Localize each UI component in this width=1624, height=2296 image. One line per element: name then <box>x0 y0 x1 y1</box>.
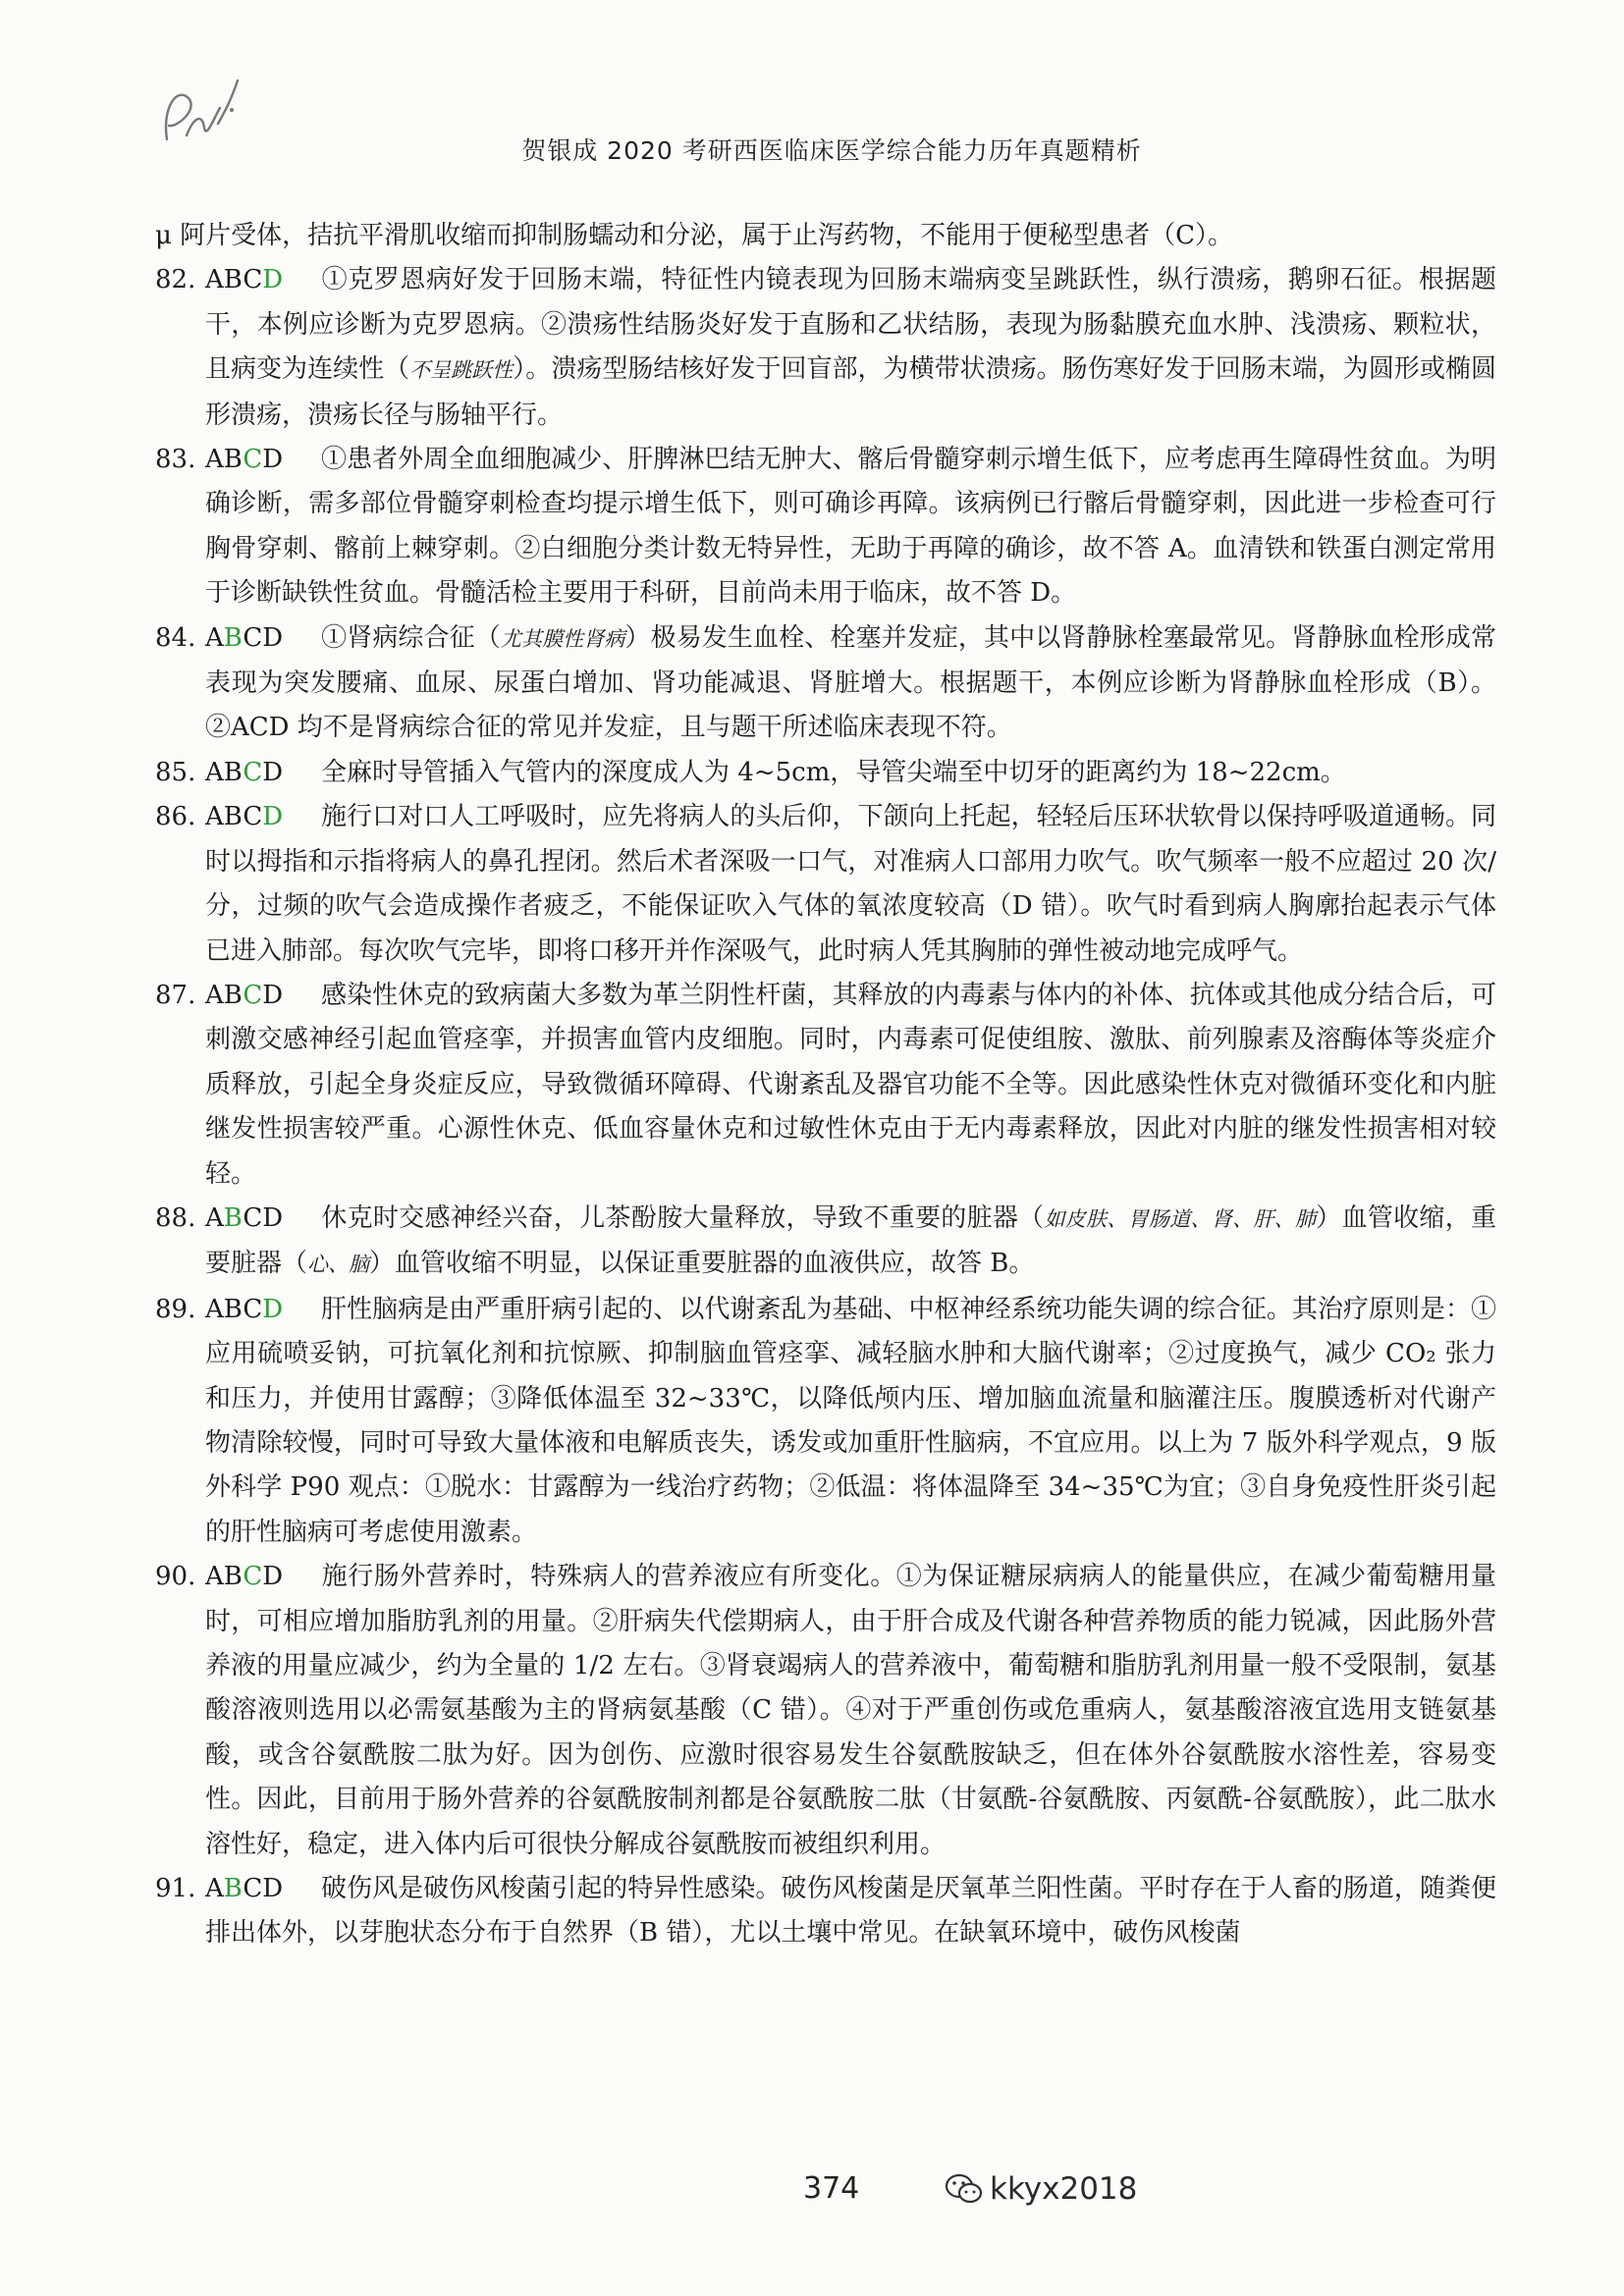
inline-note: 尤其膜性肾病 <box>500 626 625 651</box>
option-letter: C <box>243 802 263 832</box>
option-letter: D <box>262 1202 284 1233</box>
wechat-icon <box>945 2172 984 2206</box>
answer-entry <box>155 751 1496 795</box>
option-letter: A <box>205 622 224 653</box>
option-letter: B <box>223 1562 244 1592</box>
explanation-text: ①患者外周全血细胞减少、肝脾淋巴结无肿大、髂后骨髓穿刺示增生低下，应考虑再生障碍性贫血。为明确诊断，需多部位骨髓穿刺检查均提示增生低下，则可确诊再障。该病例已行髂后骨髓穿刺，因此进一步检查可行胸骨穿刺、髂前上棘穿刺。②白细胞分类计数无特异性，无助于再障的确诊，故不答 A。血清铁和铁蛋白测定常用于诊断缺铁性贫血。骨髓活检主要用于科研，目前尚未用于临床，故不答 D。 <box>205 445 1496 609</box>
answer-list <box>155 258 1496 1955</box>
correct-option: D <box>262 265 284 295</box>
answer-options <box>205 974 321 1018</box>
option-letter: C <box>243 1874 263 1904</box>
answer-entry <box>155 616 1496 751</box>
correct-option: B <box>223 1202 244 1233</box>
question-number: 88. <box>155 1202 196 1233</box>
question-number: 89. <box>155 1294 196 1324</box>
answer-entry <box>155 1867 1496 1956</box>
correct-option: C <box>243 445 263 475</box>
explanation-text: 感染性休克的致病菌大多数为革兰阴性杆菌，其释放的内毒素与体内的补体、抗体或其他成分结合后，可刺激交感神经引起血管痉挛，并损害血管内皮细胞。同时，内毒素可促使组胺、激肽、前列腺素及溶酶体等炎症介质释放，引起全身炎症反应，导致微循环障碍、代谢紊乱及器官功能不全等。因此感染性休克对微循环变化和内脏继发性损害较严重。心源性休克、低血容量休克和过敏性休克由于无内毒素释放，因此对内脏的继发性损害相对较轻。 <box>205 980 1496 1189</box>
explanation-text: ）极易发生血栓、栓塞并发症，其中以肾静脉栓塞最常见。肾静脉血栓形成常表现为突发腰痛、血尿、尿蛋白增加、肾功能减退、肾脏增大。根据题干，本例应诊断为肾静脉血栓形成（B）。②ACD 均不是肾病综合征的常见并发症，且与题干所述临床表现不符。 <box>205 622 1496 743</box>
answer-entry <box>155 1288 1496 1555</box>
question-number: 83. <box>155 445 196 475</box>
answer-content <box>155 214 1496 1956</box>
explanation-text: 全麻时导管插入气管内的深度成人为 4~5cm，导管尖端至中切牙的距离约为 18~22cm。 <box>321 757 1346 787</box>
answer-options <box>205 1197 321 1241</box>
option-letter: A <box>205 265 224 295</box>
correct-option: B <box>223 1874 244 1904</box>
answer-options <box>205 1867 321 1911</box>
explanation-text: ）。溃疡型肠结核好发于回盲部，为横带状溃疡。肠伤寒好发于回肠末端，为圆形或椭圆形溃疡，溃疡长径与肠轴平行。 <box>205 354 1496 430</box>
option-letter: B <box>223 445 244 475</box>
option-letter: A <box>205 802 224 832</box>
option-letter: C <box>243 1202 263 1233</box>
correct-option: C <box>243 757 263 787</box>
answer-options <box>205 1288 321 1332</box>
correct-option: D <box>262 802 284 832</box>
option-letter: B <box>223 265 244 295</box>
option-letter: A <box>205 1202 224 1233</box>
answer-options <box>205 795 321 839</box>
correct-option: D <box>262 1294 284 1324</box>
option-letter: D <box>262 1562 284 1592</box>
option-letter: A <box>205 980 224 1010</box>
correct-option: B <box>223 622 244 653</box>
page-footer <box>0 2169 1624 2218</box>
option-letter: D <box>262 1874 284 1904</box>
explanation-text: 休克时交感神经兴奋，儿茶酚胺大量释放，导致不重要的脏器（ <box>321 1202 1045 1233</box>
explanation-text: 施行口对口人工呼吸时，应先将病人的头后仰，下颌向上托起，轻轻后压环状软骨以保持呼吸道通畅。同时以拇指和示指将病人的鼻孔捏闭。然后术者深吸一口气，对准病人口部用力吹气。吹气频率一般不应超过 20 次/分，过频的吹气会造成操作者疲乏，不能保证吹入气体的氧浓度较高（D 错）。吹气时看到病人胸廓抬起表示气体已进入肺部。每次吹气完毕，即将口移开并作深吸气，此时病人凭其胸肺的弹性被动地完成呼气。 <box>205 802 1496 966</box>
explanation-text: ①肾病综合征（ <box>321 622 501 653</box>
answer-options <box>205 258 321 302</box>
question-number: 91. <box>155 1874 196 1904</box>
question-number: 82. <box>155 265 196 295</box>
question-number: 87. <box>155 980 196 1010</box>
explanation-text: ）血管收缩，重要脏器（心、脑）血管收缩不明显，以保证重要脏器的血液供应，故答 B。 <box>205 1202 1496 1279</box>
question-number: 85. <box>155 757 196 787</box>
option-letter: B <box>223 1294 244 1324</box>
running-header: 贺银成 2020 考研西医临床医学综合能力历年真题精析 <box>521 136 1142 165</box>
correct-option: C <box>243 1562 263 1592</box>
inline-note: 如皮肤、胃肠道、肾、肝、肺 <box>1044 1206 1317 1231</box>
question-number: 84. <box>155 622 196 653</box>
answer-entry <box>155 795 1496 974</box>
option-letter: A <box>205 1562 224 1592</box>
option-letter: D <box>262 757 284 787</box>
answer-entry <box>155 974 1496 1197</box>
wechat-watermark <box>945 2169 1137 2209</box>
inline-note: 不呈跳跃性 <box>409 358 514 383</box>
option-letter: C <box>243 1294 263 1324</box>
option-letter: D <box>262 622 284 653</box>
explanation-text: 破伤风是破伤风梭菌引起的特异性感染。破伤风梭菌是厌氧革兰阳性菌。平时存在于人畜的肠道，随粪便排出体外，以芽胞状态分布于自然界（B 错），尤以土壤中常见。在缺氧环境中，破伤风梭菌 <box>205 1874 1496 1949</box>
option-letter: C <box>243 265 263 295</box>
question-number: 86. <box>155 802 196 832</box>
correct-option: C <box>243 980 263 1010</box>
explanation-text: 肝性脑病是由严重肝病引起的、以代谢紊乱为基础、中枢神经系统功能失调的综合征。其治疗原则是：①应用硫喷妥钠，可抗氧化剂和抗惊厥、抑制脑血管痉挛、减轻脑水肿和大脑代谢率；②过度换气，减少 CO₂ 张力和压力，并使用甘露醇；③降低体温至 32~33℃，以降低颅内压、增加脑血流量和脑灌注压。腹膜透析对代谢产物清除较慢，同时可导致大量体液和电解质丧失，诱发或加重肝性脑病，不宜应用。以上为 7 版外科学观点，9 版外科学 P90 观点：①脱水：甘露醇为一线治疗药物；②低温：将体温降至 34~35℃为宜；③自身免疫性肝炎引起的肝性脑病可考虑使用激素。 <box>205 1294 1496 1547</box>
answer-options <box>205 1555 321 1599</box>
answer-entry <box>155 1197 1496 1288</box>
option-letter: C <box>243 622 263 653</box>
answer-options <box>205 616 321 661</box>
answer-options <box>205 438 321 482</box>
explanation-text: 施行肠外营养时，特殊病人的营养液应有所变化。①为保证糖尿病病人的能量供应，在减少葡萄糖用量时，可相应增加脂肪乳剂的用量。②肝病失代偿期病人，由于肝合成及代谢各种营养物质的能力锐减，因此肠外营养液的用量应减少，约为全量的 1/2 左右。③肾衰竭病人的营养液中，葡萄糖和脂肪乳剂用量一般不受限制，氨基酸溶液则选用以必需氨基酸为主的肾病氨基酸（C 错）。④对于严重创伤或危重病人，氨基酸溶液宜选用支链氨基酸，或含谷氨酰胺二肽为好。因为创伤、应激时很容易发生谷氨酰胺缺乏，但在体外谷氨酰胺水溶性差，容易变性。因此，目前用于肠外营养的谷氨酰胺制剂都是谷氨酰胺二肽（甘氨酰-谷氨酰胺、丙氨酰-谷氨酰胺），此二肽水溶性好，稳定，进入体内后可很快分解成谷氨酰胺而被组织利用。 <box>205 1562 1496 1859</box>
answer-entry <box>155 1555 1496 1867</box>
answer-entry <box>155 258 1496 438</box>
wechat-id: kkyx2018 <box>990 2171 1138 2207</box>
page-number: 374 <box>803 2171 860 2206</box>
intro-paragraph: μ 阿片受体，拮抗平滑肌收缩而抑制肠蠕动和分泌，属于止泻药物，不能用于便秘型患者（C）。 <box>155 221 1234 250</box>
answer-options <box>205 751 321 795</box>
question-number: 90. <box>155 1562 196 1592</box>
option-letter: A <box>205 445 224 475</box>
option-letter: A <box>205 1874 224 1904</box>
option-letter: B <box>223 802 244 832</box>
option-letter: B <box>223 980 244 1010</box>
option-letter: A <box>205 757 224 787</box>
option-letter: B <box>223 757 244 787</box>
option-letter: A <box>205 1294 224 1324</box>
option-letter: D <box>262 445 284 475</box>
explanation-text: ①克罗恩病好发于回肠末端，特征性内镜表现为回肠末端病变呈跳跃性，纵行溃疡，鹅卵石征。根据题干，本例应诊断为克罗恩病。②溃疡性结肠炎好发于直肠和乙状结肠，表现为肠黏膜充血水肿、浅溃疡、颗粒状，且病变为连续性（ <box>205 265 1496 385</box>
option-letter: D <box>262 980 284 1010</box>
answer-entry <box>155 438 1496 616</box>
